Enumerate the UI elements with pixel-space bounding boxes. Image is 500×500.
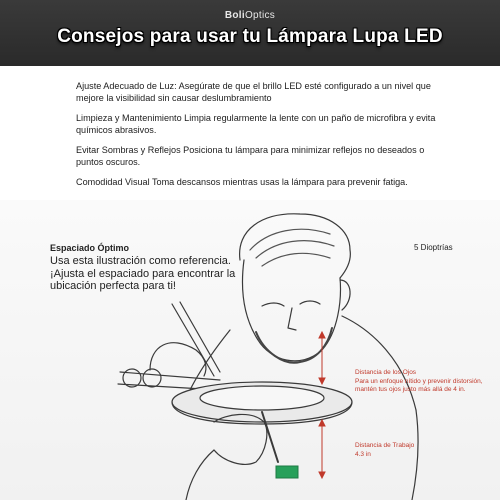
tip-comfort: Comodidad Visual Toma descansos mientras usas la lámpara para prevenir fatiga. xyxy=(76,177,408,187)
spacing-body: Usa esta ilustración como referencia. ¡Ajusta el espaciado para encontrar la ubicación perfecta para ti! xyxy=(50,255,236,292)
ear xyxy=(340,280,350,310)
brand-logo xyxy=(0,10,500,21)
beard xyxy=(256,328,332,363)
work-distance-body: 4.3 in xyxy=(355,451,371,458)
nose xyxy=(288,308,296,330)
shoulder-left xyxy=(190,330,230,390)
page-title: Consejos para usar tu Lámpara Lupa LED xyxy=(57,26,443,47)
eye-distance-title: Distancia de los Ojos xyxy=(355,369,417,376)
tips-list xyxy=(76,81,436,198)
tip-shadows: Evitar Sombras y Reflejos Posiciona tu lámpara para minimizar reflejos no deseados o puntos oscuros. xyxy=(76,145,425,167)
brand-rest: Optics xyxy=(244,10,276,21)
hair-strands xyxy=(250,229,334,266)
brand-bold: Boli xyxy=(224,10,245,21)
lamp-joint-right xyxy=(143,369,161,387)
eye-distance-body: Para un enfoque nítido y prevenir distorsión, mantén tus ojos justo más allá de 4 in. xyxy=(355,378,483,393)
work-distance-arrow-top xyxy=(319,420,325,426)
header-banner xyxy=(0,0,500,66)
magnifier-ring-inner xyxy=(200,386,324,410)
lamp-arm xyxy=(172,302,220,376)
eye-distance-arrow-bottom xyxy=(319,378,325,384)
work-distance-title: Distancia de Trabajo xyxy=(355,442,415,449)
eye-right xyxy=(300,301,320,304)
spacing-title: Espaciado Óptimo xyxy=(50,243,130,253)
tip-cleaning: Limpieza y Mantenimiento Limpia regularmente la lente con un paño de microfibra y evita químicos abrasivos. xyxy=(76,113,436,135)
eye-left xyxy=(262,303,284,306)
circuit-board xyxy=(276,466,298,478)
arm xyxy=(186,450,214,500)
work-distance-arrow-bottom xyxy=(319,472,325,478)
torso-line xyxy=(412,410,418,500)
tip-light: Ajuste Adecuado de Luz: Asegúrate de que el brillo LED esté configurado a un nivel que mejore la visibilidad sin causar deslumbramiento xyxy=(76,81,431,103)
diopters-label: 5 Dioptrías xyxy=(414,243,453,252)
eye-distance-arrow-top xyxy=(319,332,325,338)
shoulder-right xyxy=(342,316,416,410)
